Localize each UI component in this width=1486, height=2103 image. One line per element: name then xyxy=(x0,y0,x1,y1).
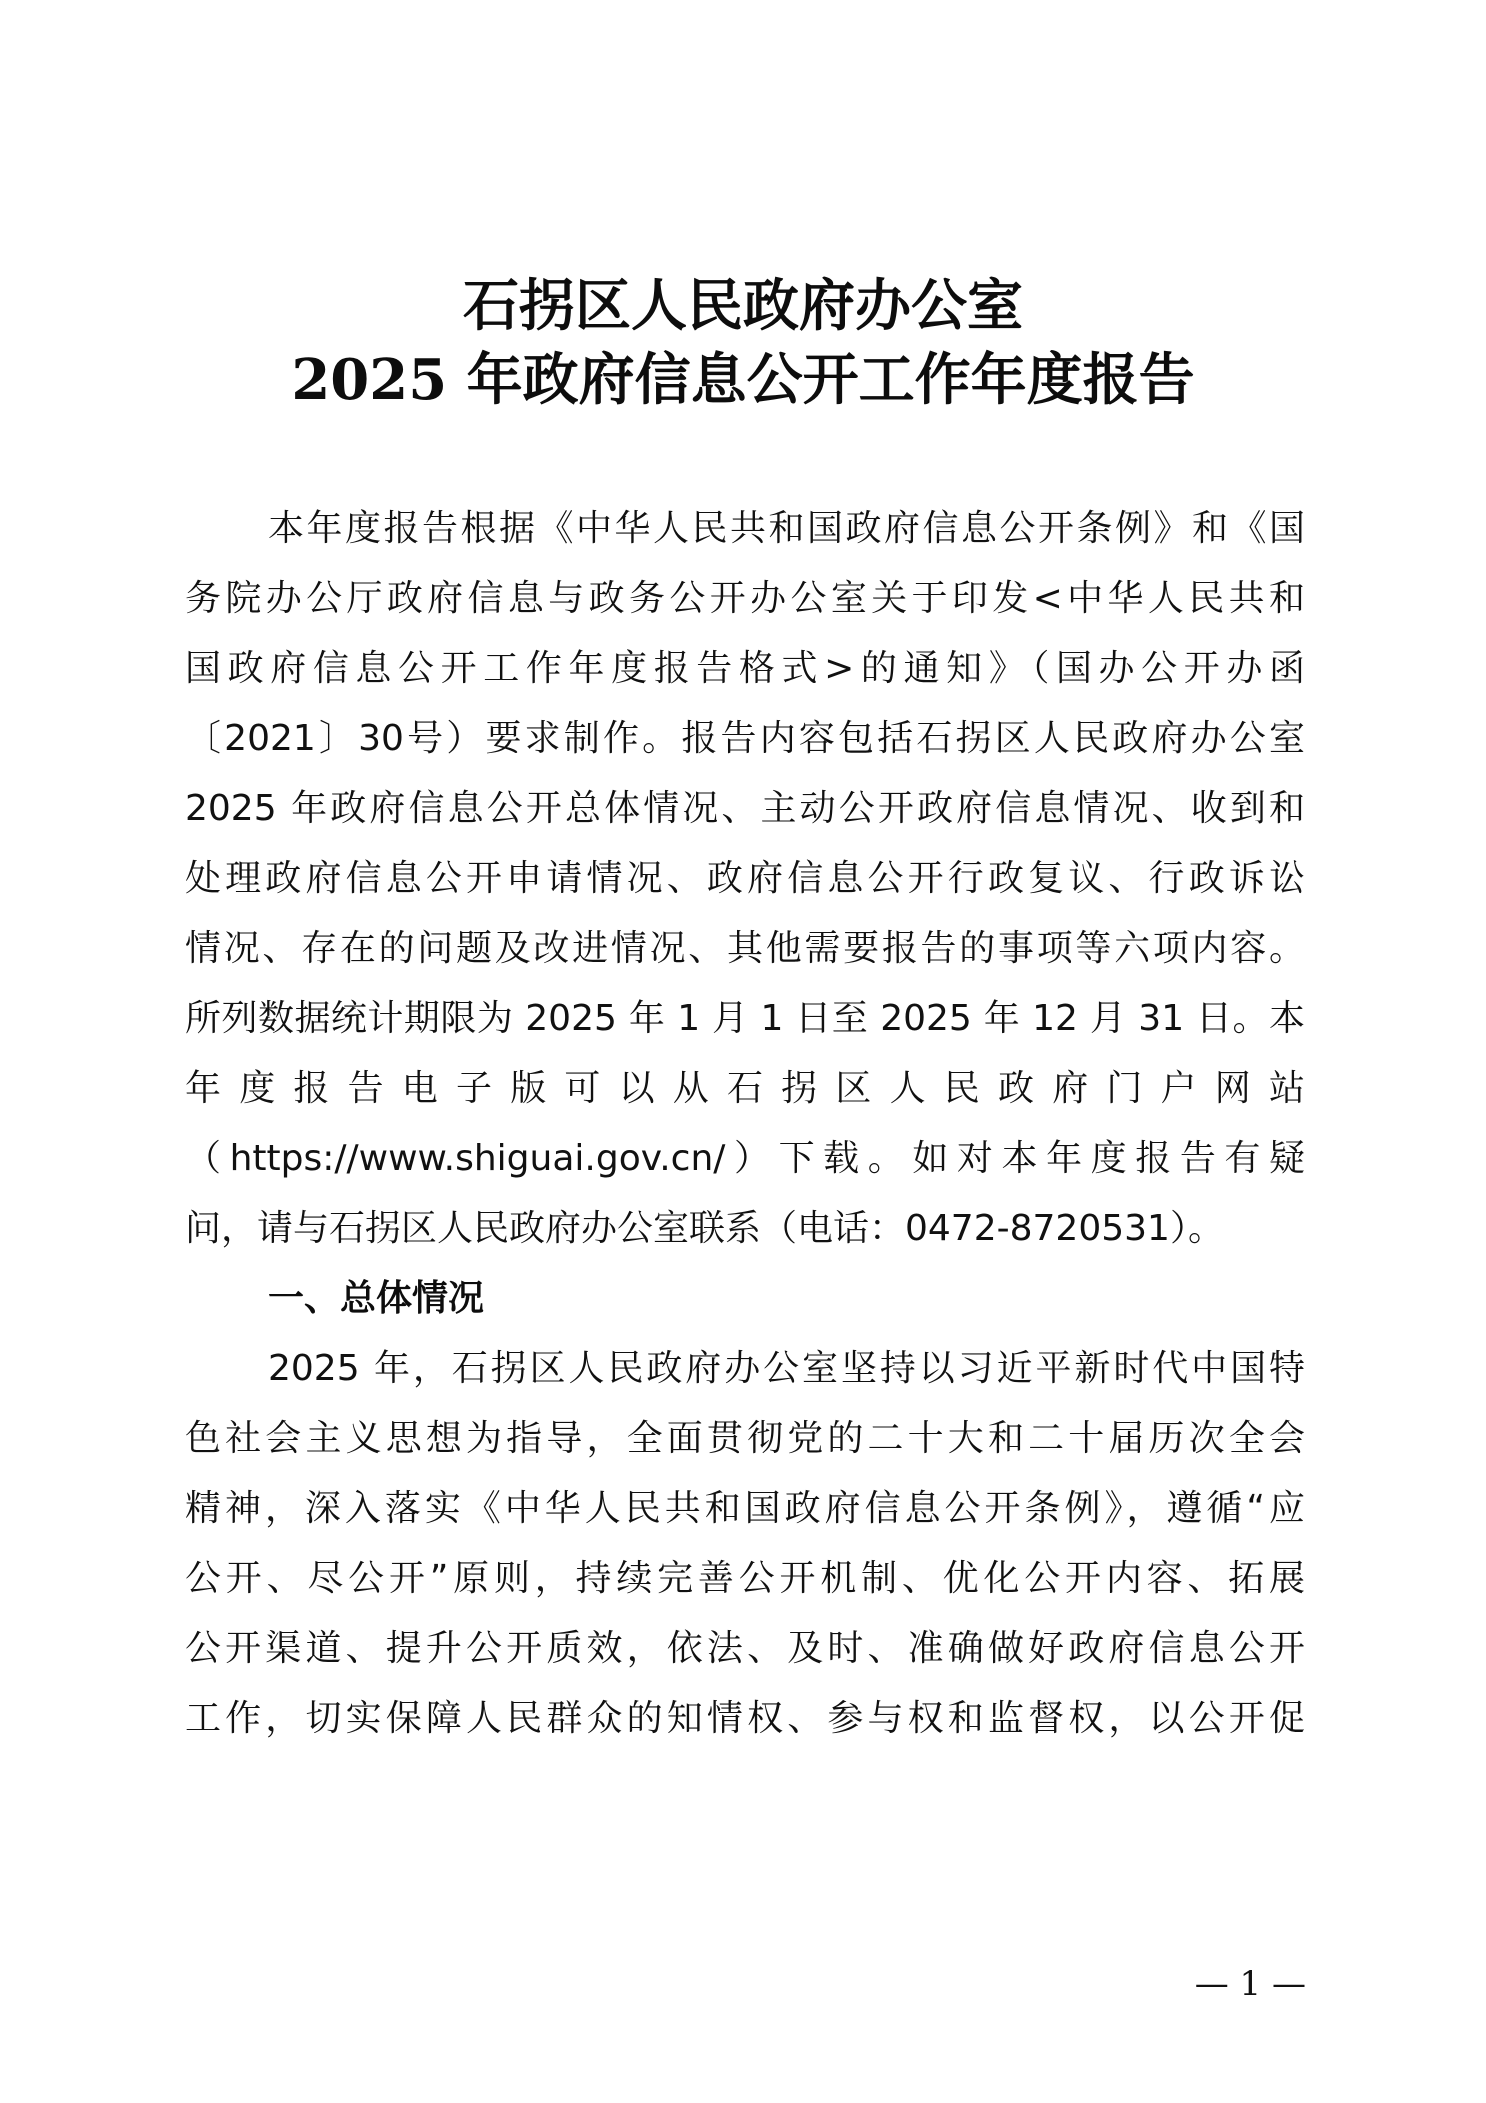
intro-line: （https://www.shiguai.gov.cn/）下载。如对本年度报告有疑 xyxy=(185,1138,1305,1179)
section-line: 公开渠道、提升公开质效，依法、及时、准确做好政府信息公开 xyxy=(185,1628,1305,1669)
section-line: 色社会主义思想为指导，全面贯彻党的二十大和二十届历次全会 xyxy=(185,1418,1305,1459)
page-number: — 1 — xyxy=(1194,1964,1306,2004)
intro-line: 国政府信息公开工作年度报告格式>的通知》（国办公开办函 xyxy=(185,648,1305,689)
document-title-line-2: 2025 年政府信息公开工作年度报告 xyxy=(291,347,1195,413)
section-line: 2025 年，石拐区人民政府办公室坚持以习近平新时代中国特 xyxy=(268,1348,1305,1389)
intro-line: 所列数据统计期限为 2025 年 1 月 1 日至 2025 年 12 月 31 日。本 xyxy=(185,998,1305,1039)
intro-line: 2025 年政府信息公开总体情况、主动公开政府信息情况、收到和 xyxy=(185,788,1305,829)
intro-line: 年度报告电子版可以从石拐区人民政府门户网站 xyxy=(185,1068,1305,1109)
intro-line: 情况、存在的问题及改进情况、其他需要报告的事项等六项内容。 xyxy=(185,928,1305,969)
intro-line: 〔2021〕30号）要求制作。报告内容包括石拐区人民政府办公室 xyxy=(185,718,1305,759)
intro-line: 问，请与石拐区人民政府办公室联系（电话：0472-8720531）。 xyxy=(185,1208,1224,1249)
section-heading: 一、总体情况 xyxy=(268,1278,485,1319)
section-line: 公开、尽公开”原则，持续完善公开机制、优化公开内容、拓展 xyxy=(185,1558,1305,1599)
document-title-line-1: 石拐区人民政府办公室 xyxy=(463,273,1023,339)
section-line: 工作，切实保障人民群众的知情权、参与权和监督权，以公开促 xyxy=(185,1698,1305,1739)
intro-line: 本年度报告根据《中华人民共和国政府信息公开条例》和《国 xyxy=(268,508,1305,549)
section-line: 精神，深入落实《中华人民共和国政府信息公开条例》，遵循“应 xyxy=(185,1488,1305,1529)
intro-line: 处理政府信息公开申请情况、政府信息公开行政复议、行政诉讼 xyxy=(185,858,1305,899)
intro-line: 务院办公厅政府信息与政务公开办公室关于印发<中华人民共和 xyxy=(185,578,1305,619)
